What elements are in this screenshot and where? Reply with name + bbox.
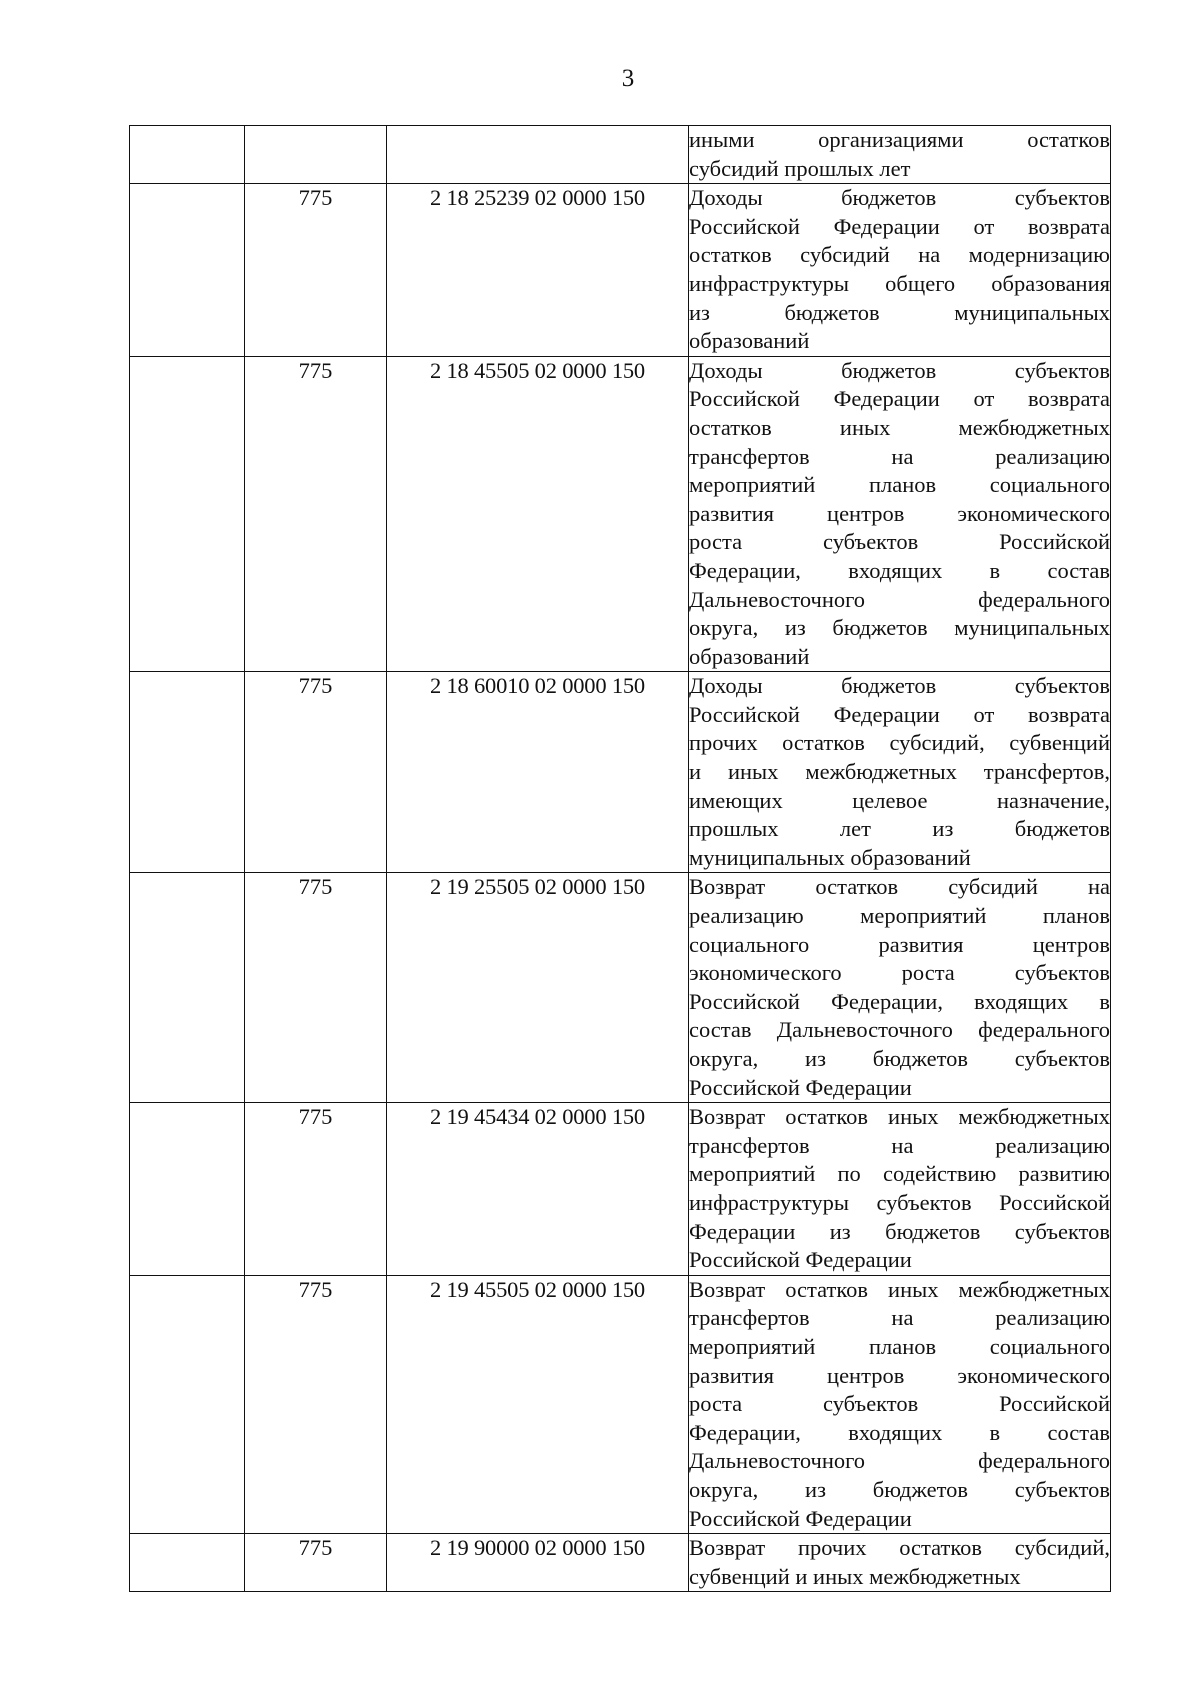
- revenue-name-line: образований: [689, 328, 810, 354]
- revenue-name-cell: [689, 184, 1111, 357]
- revenue-name-line: прошлых лет из бюджетов: [689, 816, 1110, 842]
- table-row: [130, 356, 1111, 672]
- revenue-name-line: мероприятий планов социального: [689, 1333, 1110, 1359]
- table-row: [130, 126, 1111, 184]
- revenue-name-cell: [689, 1534, 1111, 1592]
- revenue-name-line: социального развития центров: [689, 931, 1110, 957]
- revenue-name-cell: [689, 126, 1111, 184]
- revenue-name-line: инфраструктуры субъектов Российской: [689, 1189, 1110, 1215]
- revenue-name-line: и иных межбюджетных трансфертов,: [689, 759, 1110, 785]
- admin-code-cell: 775: [245, 672, 387, 873]
- revenue-name-line: субвенций и иных межбюджетных: [689, 1563, 1021, 1589]
- row-empty-cell: [130, 1275, 245, 1533]
- revenue-name-line: реализацию мероприятий планов: [689, 903, 1110, 929]
- table-row: [130, 672, 1111, 873]
- admin-code-cell: 775: [245, 356, 387, 672]
- kbk-code-cell: 2 19 25505 02 0000 150: [387, 873, 689, 1103]
- revenue-name-cell: [689, 1103, 1111, 1276]
- revenue-name-line: муниципальных образований: [689, 844, 971, 870]
- revenue-name-line: Российской Федерации: [689, 1247, 912, 1273]
- row-empty-cell: [130, 1534, 245, 1592]
- revenue-name-line: трансфертов на реализацию: [689, 1132, 1110, 1158]
- revenue-name-line: развития центров экономического: [689, 1362, 1110, 1388]
- revenue-name-line: из бюджетов муниципальных: [689, 299, 1110, 325]
- revenue-name-line: округа, из бюджетов субъектов: [689, 1476, 1110, 1502]
- table-row: [130, 1103, 1111, 1276]
- table-row: [130, 873, 1111, 1103]
- revenue-name-line: Российской Федерации: [689, 1505, 912, 1531]
- table-row: [130, 1275, 1111, 1533]
- revenue-name-line: Российской Федерации от возврата: [689, 386, 1110, 412]
- row-empty-cell: [130, 356, 245, 672]
- revenue-name-line: роста субъектов Российской: [689, 1391, 1110, 1417]
- revenue-name-line: мероприятий по содействию развитию: [689, 1161, 1110, 1187]
- revenue-name-line: округа, из бюджетов муниципальных: [689, 615, 1110, 641]
- revenue-name-cell: [689, 672, 1111, 873]
- revenue-name-line: состав Дальневосточного федерального: [689, 1017, 1110, 1043]
- table-row: [130, 184, 1111, 357]
- revenue-name-line: развития центров экономического: [689, 500, 1110, 526]
- admin-code-cell: 775: [245, 184, 387, 357]
- revenue-name-line: трансфертов на реализацию: [689, 443, 1110, 469]
- revenue-name-cell: [689, 873, 1111, 1103]
- revenue-name-line: округа, из бюджетов субъектов: [689, 1046, 1110, 1071]
- admin-code-cell: 775: [245, 1534, 387, 1592]
- admin-code-cell: 775: [245, 873, 387, 1103]
- kbk-code-cell: 2 18 25239 02 0000 150: [387, 184, 689, 357]
- revenue-name-line: остатков иных межбюджетных: [689, 414, 1110, 440]
- admin-code-cell: [245, 126, 387, 184]
- kbk-code-cell: 2 19 90000 02 0000 150: [387, 1534, 689, 1592]
- revenue-name-line: Дальневосточного федерального: [689, 586, 1110, 612]
- row-empty-cell: [130, 126, 245, 184]
- page-number: 3: [621, 65, 635, 92]
- row-empty-cell: [130, 672, 245, 873]
- revenue-name-line: роста субъектов Российской: [689, 529, 1110, 555]
- kbk-code-cell: [387, 126, 689, 184]
- revenue-name-line: прочих остатков субсидий, субвенций: [689, 730, 1110, 756]
- revenue-name-line: Российской Федерации от возврата: [689, 213, 1110, 239]
- revenue-name-line: Дальневосточного федерального: [689, 1448, 1110, 1474]
- revenue-name-line: Доходы бюджетов субъектов: [689, 185, 1110, 211]
- revenue-name-line: мероприятий планов социального: [689, 472, 1110, 498]
- revenue-name-line: Возврат остатков субсидий на: [689, 874, 1110, 900]
- table-row: [130, 1534, 1111, 1592]
- revenue-name-line: Федерации из бюджетов субъектов: [689, 1218, 1110, 1244]
- revenue-name-line: экономического роста субъектов: [689, 960, 1110, 986]
- revenue-name-line: Возврат остатков иных межбюджетных: [689, 1276, 1110, 1302]
- revenue-name-line: Возврат остатков иных межбюджетных: [689, 1104, 1110, 1130]
- revenue-name-line: Российской Федерации от возврата: [689, 701, 1110, 727]
- revenue-name-line: иными организациями остатков: [689, 127, 1110, 152]
- kbk-code-cell: 2 19 45434 02 0000 150: [387, 1103, 689, 1276]
- revenue-name-line: Федерации, входящих в состав: [689, 557, 1110, 583]
- revenue-name-line: образований: [689, 643, 810, 669]
- row-empty-cell: [130, 184, 245, 357]
- revenue-name-line: имеющих целевое назначение,: [689, 787, 1110, 813]
- row-empty-cell: [130, 873, 245, 1103]
- admin-code-cell: 775: [245, 1103, 387, 1276]
- row-empty-cell: [130, 1103, 245, 1276]
- admin-code-cell: 775: [245, 1275, 387, 1533]
- table-body: [130, 126, 1111, 1592]
- revenue-name-cell: [689, 1275, 1111, 1533]
- revenue-name-line: субсидий прошлых лет: [689, 155, 911, 181]
- revenue-name-line: трансфертов на реализацию: [689, 1305, 1110, 1331]
- revenue-name-line: Доходы бюджетов субъектов: [689, 357, 1110, 383]
- revenue-name-line: Российской Федерации, входящих в: [689, 988, 1110, 1014]
- revenue-name-line: Возврат прочих остатков субсидий,: [689, 1535, 1110, 1561]
- revenue-name-line: остатков субсидий на модернизацию: [689, 242, 1110, 268]
- revenue-name-line: Доходы бюджетов субъектов: [689, 673, 1110, 699]
- revenue-name-line: Федерации, входящих в состав: [689, 1419, 1110, 1445]
- kbk-code-cell: 2 18 45505 02 0000 150: [387, 356, 689, 672]
- revenue-name-line: Российской Федерации: [689, 1074, 912, 1100]
- revenue-name-line: инфраструктуры общего образования: [689, 270, 1110, 296]
- kbk-code-cell: 2 19 45505 02 0000 150: [387, 1275, 689, 1533]
- kbk-code-cell: 2 18 60010 02 0000 150: [387, 672, 689, 873]
- budget-codes-table: [129, 125, 1111, 1592]
- revenue-name-cell: [689, 356, 1111, 672]
